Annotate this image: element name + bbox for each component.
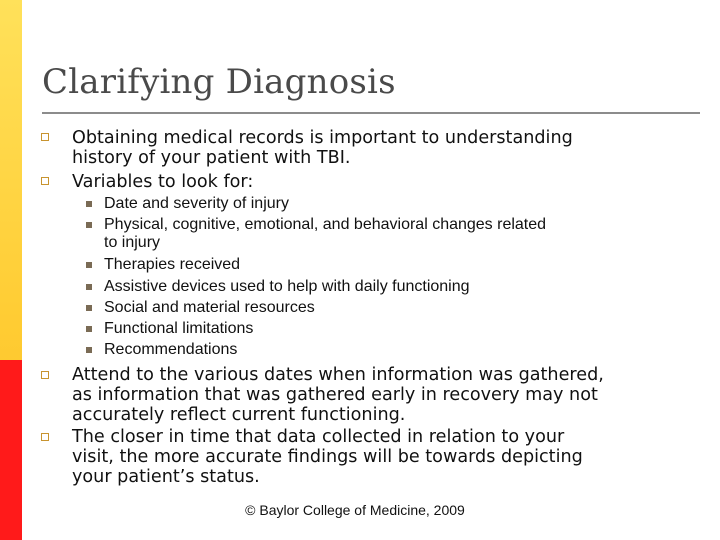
- bullet-line: The closer in time that data collected in relation to your: [72, 427, 565, 447]
- bullet-line: Attend to the various dates when information was gathered,: [72, 365, 604, 385]
- sub-bullet-square-icon: [86, 262, 92, 268]
- sub-bullet-square-icon: [86, 284, 92, 290]
- sub-bullet-line: to injury: [104, 234, 161, 251]
- bullet-line: as information that was gathered early in recovery may not: [72, 385, 598, 405]
- footer-copyright: [0, 502, 720, 518]
- bullet-square-icon: [41, 177, 49, 185]
- bullet-line: Obtaining medical records is important to understanding: [72, 128, 573, 148]
- sub-bullet-line: Social and material resources: [104, 299, 315, 316]
- bullet-square-icon: [41, 433, 49, 441]
- sub-bullet-line: Date and severity of injury: [104, 195, 289, 212]
- sub-bullet-square-icon: [86, 305, 92, 311]
- slide-title: Clarifying Diagnosis: [42, 62, 396, 102]
- bullet-square-icon: [41, 133, 49, 141]
- footer-text: © Baylor College of Medicine, 2009: [245, 502, 465, 518]
- bullet-line: history of your patient with TBI.: [72, 148, 351, 168]
- sub-bullet-line: Functional limitations: [104, 320, 254, 337]
- sub-bullet-line: Physical, cognitive, emotional, and behavioral changes related: [104, 216, 547, 233]
- sub-bullet-line: Assistive devices used to help with daily functioning: [104, 278, 470, 295]
- bullet-square-icon: [41, 371, 49, 379]
- sub-bullet-line: Therapies received: [104, 256, 241, 273]
- bullet-line: Variables to look for:: [72, 172, 254, 192]
- bullet-line: visit, the more accurate findings will be towards depicting: [72, 447, 583, 467]
- sub-bullet-line: Recommendations: [104, 341, 238, 358]
- bullet-line: your patient’s status.: [72, 467, 260, 487]
- sub-bullet-square-icon: [86, 347, 92, 353]
- sub-bullet-square-icon: [86, 201, 92, 207]
- sub-bullet-square-icon: [86, 222, 92, 228]
- sub-bullet-square-icon: [86, 326, 92, 332]
- bullet-line: accurately reflect current functioning.: [72, 405, 406, 425]
